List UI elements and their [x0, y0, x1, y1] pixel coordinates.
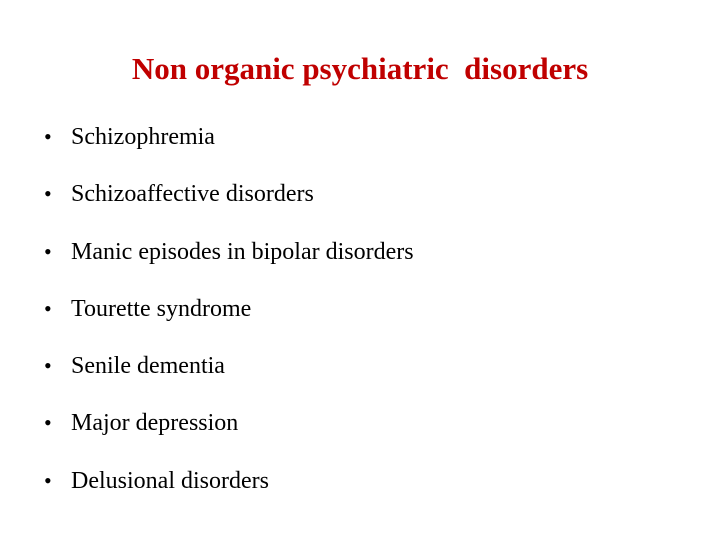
bullet-item: [44, 237, 414, 294]
bullet-item: [44, 408, 414, 465]
bullet-item: [44, 179, 414, 236]
bullet-icon: •: [44, 353, 52, 379]
bullet-text: Tourette syndrome: [71, 295, 252, 322]
bullet-item: [44, 466, 414, 523]
bullet-icon: •: [44, 410, 52, 436]
bullet-list: [44, 122, 414, 523]
bullet-text: Delusional disorders: [71, 467, 269, 494]
bullet-icon: •: [44, 295, 52, 321]
bullet-icon: •: [44, 467, 52, 493]
bullet-item: [44, 122, 414, 179]
bullet-item: [44, 294, 414, 351]
bullet-icon: •: [44, 181, 52, 207]
bullet-text: Major depression: [71, 410, 239, 437]
bullet-item: [44, 351, 414, 408]
slide-title: Non organic psychiatric disorders: [131, 51, 589, 86]
bullet-text: Schizoaffective disorders: [71, 181, 314, 208]
bullet-text: Senile dementia: [71, 353, 225, 380]
bullet-icon: •: [44, 124, 52, 149]
bullet-icon: •: [44, 238, 52, 264]
bullet-text: Schizophremia: [71, 124, 215, 150]
bullet-text: Manic episodes in bipolar disorders: [71, 238, 414, 265]
